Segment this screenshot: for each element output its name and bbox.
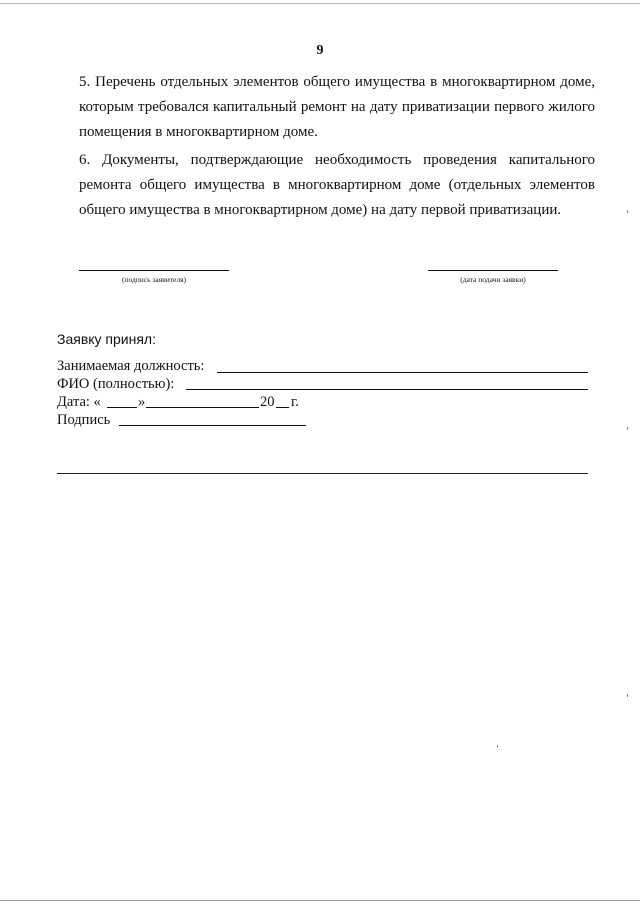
- submission-date-caption: (дата подачи заявки): [460, 275, 526, 284]
- list-item-6: [79, 148, 595, 223]
- date-year-field[interactable]: [276, 407, 289, 408]
- signature-label: Подпись: [57, 412, 111, 428]
- date-row: [57, 392, 101, 412]
- scan-speck: [627, 210, 628, 213]
- signature-row: [57, 410, 110, 430]
- signature-field[interactable]: [119, 425, 306, 426]
- list-item-line: 5. Перечень отдельных элементов общего имущества в многоквартирном доме,: [79, 74, 595, 90]
- scan-speck: [497, 745, 498, 748]
- date-day-field[interactable]: [107, 407, 137, 408]
- top-edge-rule: [0, 3, 640, 4]
- applicant-signature-block: [79, 270, 229, 290]
- list-item-5: [79, 70, 595, 145]
- page-number: 9: [316, 43, 324, 58]
- name-label: ФИО (полностью):: [57, 376, 175, 392]
- list-item-line: помещения в многоквартирном доме.: [79, 124, 318, 140]
- name-field[interactable]: [186, 389, 588, 390]
- submission-date-block: [428, 270, 558, 290]
- date-suffix-text: г.: [291, 394, 299, 410]
- section-divider: [57, 473, 588, 474]
- list-item-line: которым требовался капитальный ремонт на дату приватизации первого жилого: [79, 99, 595, 115]
- submission-date-line[interactable]: [428, 270, 558, 271]
- scan-speck: [627, 427, 628, 430]
- name-row: [57, 374, 174, 394]
- scan-speck: [627, 694, 628, 697]
- applicant-signature-line[interactable]: [79, 270, 229, 271]
- position-row: [57, 356, 204, 376]
- date-label: Дата: «: [57, 394, 101, 410]
- date-year-text: 20: [260, 394, 275, 410]
- date-mid-text: »: [138, 394, 146, 410]
- list-item-line: 6. Документы, подтверждающие необходимость проведения капитального: [79, 152, 595, 168]
- list-item-line: общего имущества в многоквартирном доме) на дату первой приватизации.: [79, 202, 562, 218]
- acceptance-title: Заявку принял:: [57, 331, 156, 347]
- list-item-line: ремонта общего имущества в многоквартирном доме (отдельных элементов: [79, 177, 595, 193]
- position-field[interactable]: [217, 372, 588, 373]
- applicant-signature-caption: (подпись заявителя): [121, 275, 187, 284]
- date-month-field[interactable]: [146, 407, 259, 408]
- position-label: Занимаемая должность:: [57, 358, 205, 374]
- bottom-edge-rule: [0, 900, 640, 901]
